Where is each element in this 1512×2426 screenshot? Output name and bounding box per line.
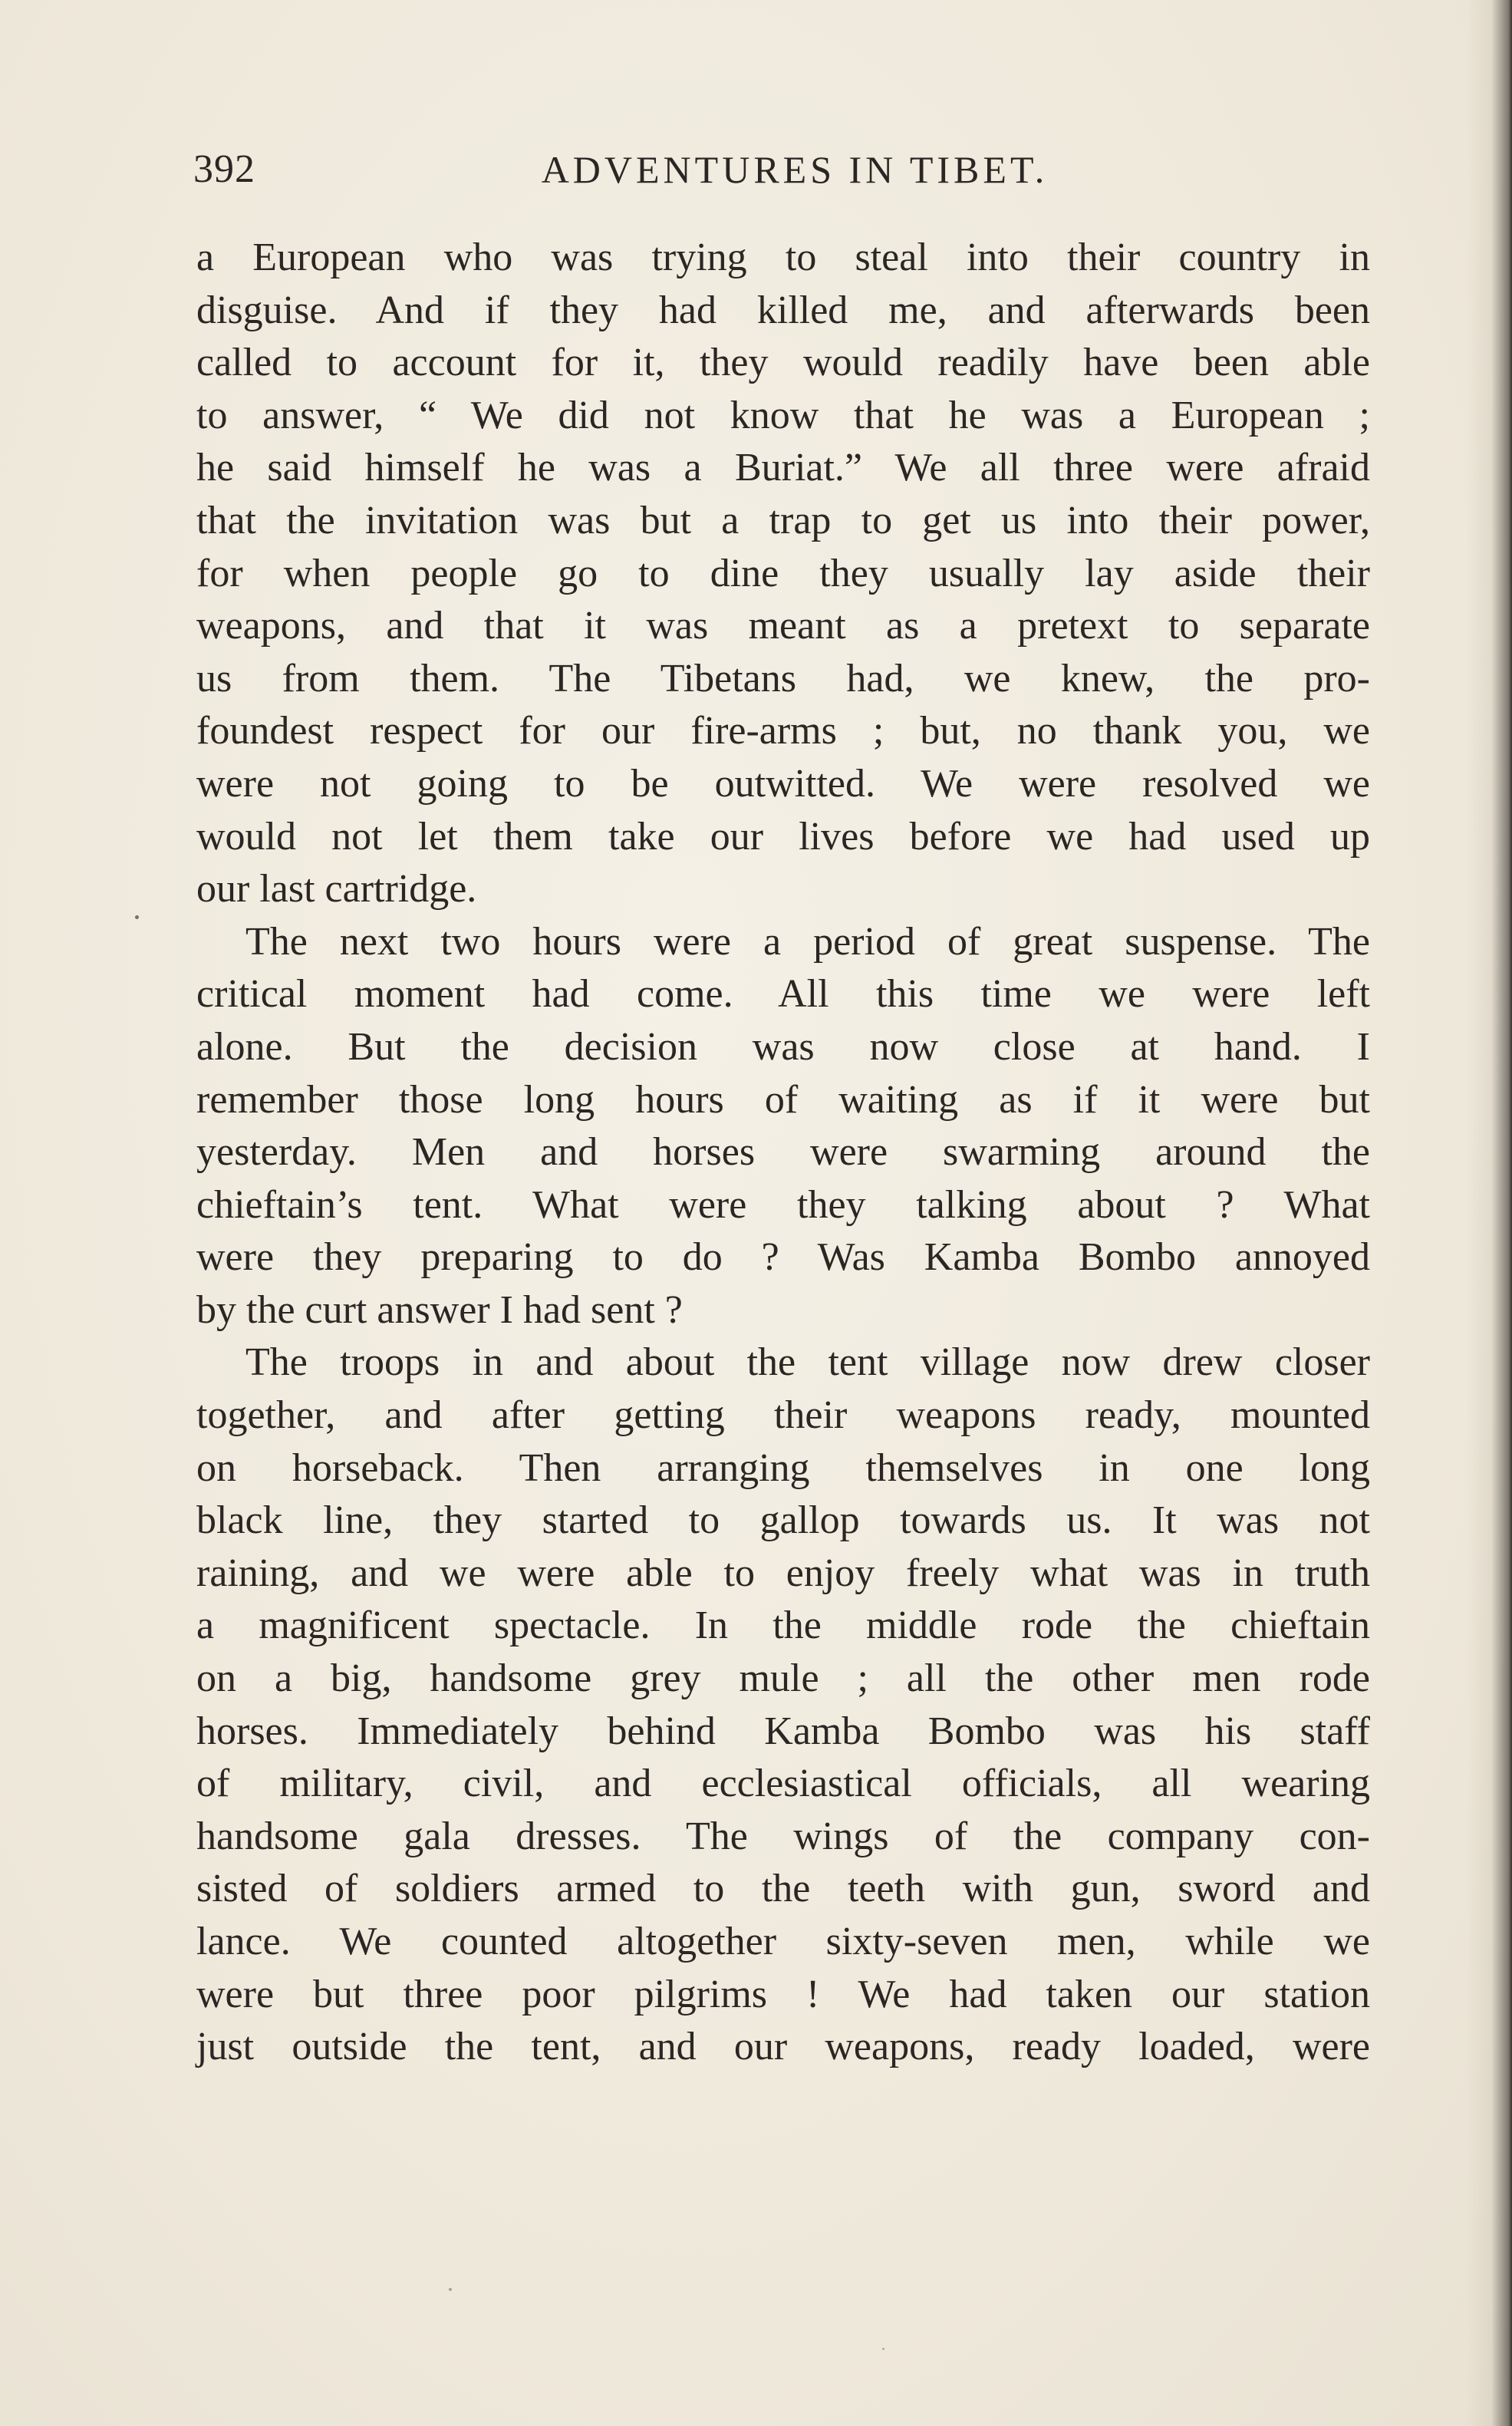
text-line: raining, and we were able to enjoy freely what was in truth bbox=[196, 1551, 1370, 1595]
text-line: remember those long hours of waiting as if it were but bbox=[196, 1077, 1370, 1122]
text-line: foundest respect for our fire-arms ; but, no thank you, we bbox=[196, 709, 1370, 753]
text-line: alone. But the decision was now close at hand. I bbox=[196, 1024, 1370, 1069]
text-line: handsome gala dresses. The wings of the company con- bbox=[196, 1814, 1370, 1858]
text-line: lance. We counted altogether sixty-seven men, while we bbox=[196, 1920, 1370, 1963]
paper-speck bbox=[135, 915, 139, 919]
paper-speck bbox=[449, 2288, 452, 2291]
text-line: black line, they started to gallop towards us. It was not bbox=[196, 1498, 1370, 1543]
page-edge-shadow bbox=[1466, 0, 1512, 2426]
text-line: a magnificent spectacle. In the middle rode the chieftain bbox=[196, 1604, 1370, 1648]
body-text bbox=[196, 232, 1370, 2074]
text-line: critical moment had come. All this time we were left bbox=[196, 972, 1370, 1017]
text-line: The next two hours were a period of great suspense. The bbox=[245, 919, 1370, 964]
running-head: ADVENTURES IN TIBET. bbox=[541, 148, 1049, 191]
text-line: our last cartridge. bbox=[196, 867, 477, 911]
text-line: a European who was trying to steal into their country in bbox=[196, 236, 1370, 279]
text-line: by the curt answer I had sent ? bbox=[196, 1287, 683, 1332]
text-line: just outside the tent, and our weapons, ready loaded, were bbox=[196, 2025, 1370, 2069]
text-line: of military, civil, and ecclesiastical officials, all wearing bbox=[196, 1762, 1370, 1806]
text-line: were they preparing to do ? Was Kamba Bombo annoyed bbox=[196, 1235, 1370, 1280]
text-line: horses. Immediately behind Kamba Bombo was his staff bbox=[196, 1709, 1370, 1753]
text-line: yesterday. Men and horses were swarming around the bbox=[196, 1130, 1370, 1175]
page-number: 392 bbox=[193, 147, 255, 191]
text-line: for when people go to dine they usually lay aside their bbox=[196, 551, 1370, 595]
paper-speck bbox=[882, 2348, 884, 2350]
text-line: to answer, “ We did not know that he was a European ; bbox=[196, 393, 1370, 437]
text-line: he said himself he was a Buriat.” We all three were afraid bbox=[196, 446, 1370, 490]
text-line: that the invitation was but a trap to get us into their power, bbox=[196, 498, 1370, 542]
text-line: on a big, handsome grey mule ; all the other men rode bbox=[196, 1656, 1370, 1701]
text-line: called to account for it, they would readily have been able bbox=[196, 341, 1370, 385]
text-line: weapons, and that it was meant as a pretext to separate bbox=[196, 604, 1370, 648]
text-line: The troops in and about the tent village now drew closer bbox=[245, 1340, 1370, 1385]
text-line: were not going to be outwitted. We were resolved we bbox=[196, 761, 1370, 806]
text-line: sisted of soldiers armed to the teeth with gun, sword and bbox=[196, 1867, 1370, 1911]
text-line: chieftain’s tent. What were they talking about ? What bbox=[196, 1182, 1370, 1227]
text-line: us from them. The Tibetans had, we knew, the pro- bbox=[196, 656, 1370, 700]
text-line: on horseback. Then arranging themselves in one long bbox=[196, 1445, 1370, 1490]
text-line: together, and after getting their weapons ready, mounted bbox=[196, 1393, 1370, 1438]
page-header bbox=[193, 143, 1373, 196]
text-line: disguise. And if they had killed me, and afterwards been bbox=[196, 288, 1370, 332]
text-line: would not let them take our lives before we had used up bbox=[196, 814, 1370, 859]
text-line: were but three poor pilgrims ! We had taken our station bbox=[196, 1972, 1370, 2016]
